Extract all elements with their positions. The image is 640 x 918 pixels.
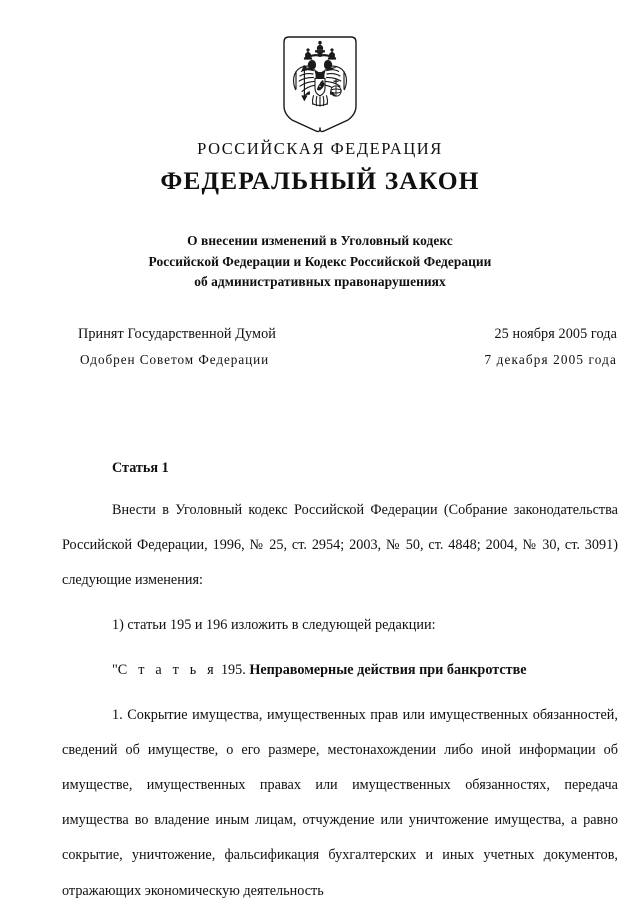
- subtitle-line-3: об административных правонарушениях: [194, 274, 446, 289]
- subtitle-line-1: О внесении изменений в Уголовный кодекс: [187, 233, 453, 248]
- document-subtitle: [0, 231, 640, 293]
- coat-of-arms-container: [0, 34, 640, 135]
- russian-coat-of-arms-icon: [281, 34, 359, 135]
- section-number: 195.: [220, 661, 246, 678]
- section-195-heading: [62, 653, 618, 688]
- document-title-block: [0, 139, 640, 196]
- body-paragraph-1: Внести в Уголовный кодекс Российской Федерации (Собрание законодательства Российской Федерации, 1996, № 25, ст. 2954; 2003, № 50, ст. 4848; 2004, № 30, ст. 3091) следующие изменения:: [62, 502, 618, 589]
- document-body: [62, 458, 618, 918]
- article-1-heading: Статья 1: [112, 460, 169, 476]
- approved-by-label: Одобрен Советом Федерации: [80, 352, 270, 367]
- adopted-date: 25 ноября 2005 года: [494, 326, 617, 342]
- adopted-by-label: Принят Государственной Думой: [78, 326, 276, 342]
- adoption-block: [78, 322, 617, 373]
- approved-date: 7 декабря 2005 года: [484, 352, 617, 367]
- page-title-law: ФЕДЕРАЛЬНЫЙ ЗАКОН: [160, 166, 480, 195]
- adoption-row: [78, 322, 617, 347]
- adoption-row: [78, 347, 617, 373]
- opening-quote-mark: ": [112, 661, 118, 678]
- section-label: С т а т ь я: [117, 661, 218, 678]
- page-title-country: РОССИЙСКАЯ ФЕДЕРАЦИЯ: [197, 139, 443, 158]
- body-item-1: 1) статьи 195 и 196 изложить в следующей редакции:: [112, 617, 436, 634]
- body-paragraph-2: 1. Сокрытие имущества, имущественных прав или имущественных обязанностей, сведений об имуществе, о его размере, местонахождении либо иной информации об имуществе, имущественных правах или имущественных обязанностях, передача имущества во владение иным лицам, отчуждение или уничтожение имущества, а равно сокрытие, уничтожение, фальсификация бухгалтерских и иных учетных документов, отражающих экономическую деятельность: [62, 706, 618, 899]
- subtitle-line-2: Российской Федерации и Кодекс Российской Федерации: [148, 253, 492, 269]
- section-title: Неправомерные действия при банкротстве: [249, 661, 527, 678]
